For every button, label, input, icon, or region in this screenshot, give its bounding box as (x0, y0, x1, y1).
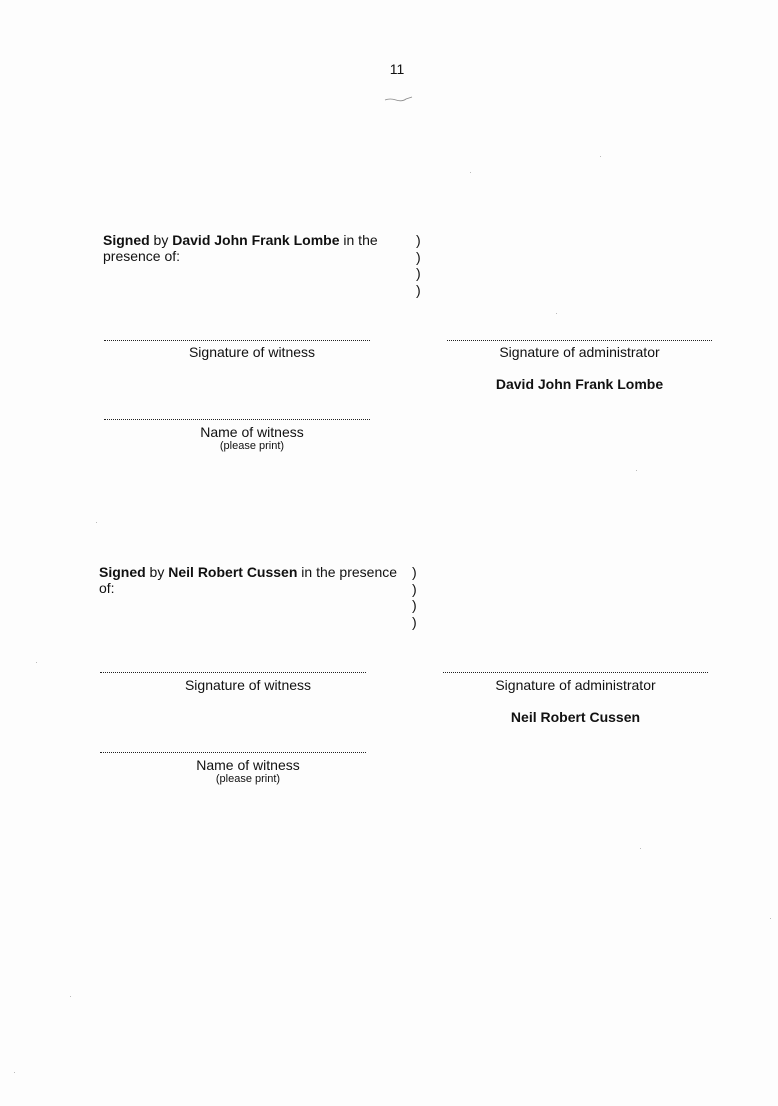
witness-name-note: (please print) (215, 773, 281, 785)
presence-text-continued: presence of: (103, 248, 181, 264)
signatory-name: Neil Robert Cussen (168, 564, 298, 580)
witness-signature-line[interactable] (100, 672, 366, 673)
witness-name-line[interactable] (104, 419, 370, 420)
scan-speck (70, 996, 71, 997)
scan-speck (600, 156, 601, 157)
scan-speck (770, 918, 771, 919)
scan-speck (556, 313, 557, 314)
admin-name: David John Frank Lombe (495, 376, 664, 392)
admin-signature-caption: Signature of administrator (499, 344, 660, 360)
bracket-column: ) ) ) ) (412, 564, 417, 630)
page-number: 11 (389, 61, 405, 77)
admin-signature-caption: Signature of administrator (495, 677, 656, 693)
witness-name-note: (please print) (219, 440, 285, 452)
presence-text-continued: of: (99, 580, 115, 596)
scan-speck (636, 470, 637, 471)
witness-name-caption: Name of witness (200, 424, 304, 440)
scan-speck (14, 1072, 15, 1073)
scan-speck (36, 662, 37, 663)
by-word: by (149, 232, 173, 248)
presence-text: in the (339, 232, 378, 248)
witness-name-line[interactable] (100, 752, 366, 753)
signed-word: Signed (103, 232, 150, 248)
scan-speck (96, 522, 97, 523)
admin-name: Neil Robert Cussen (510, 709, 641, 725)
witness-signature-line[interactable] (104, 340, 370, 341)
bracket-column: ) ) ) ) (416, 232, 421, 298)
witness-signature-caption: Signature of witness (184, 677, 312, 693)
admin-signature-line[interactable] (447, 340, 712, 341)
scan-speck (470, 172, 471, 173)
by-word: by (145, 564, 169, 580)
signed-word: Signed (99, 564, 146, 580)
witness-signature-caption: Signature of witness (188, 344, 316, 360)
admin-signature-line[interactable] (443, 672, 708, 673)
signing-statement (99, 564, 399, 596)
signing-statement (103, 232, 403, 264)
presence-text: in the presence (297, 564, 398, 580)
scan-speck (640, 848, 641, 849)
witness-name-caption: Name of witness (196, 757, 300, 773)
signatory-name: David John Frank Lombe (172, 232, 340, 248)
